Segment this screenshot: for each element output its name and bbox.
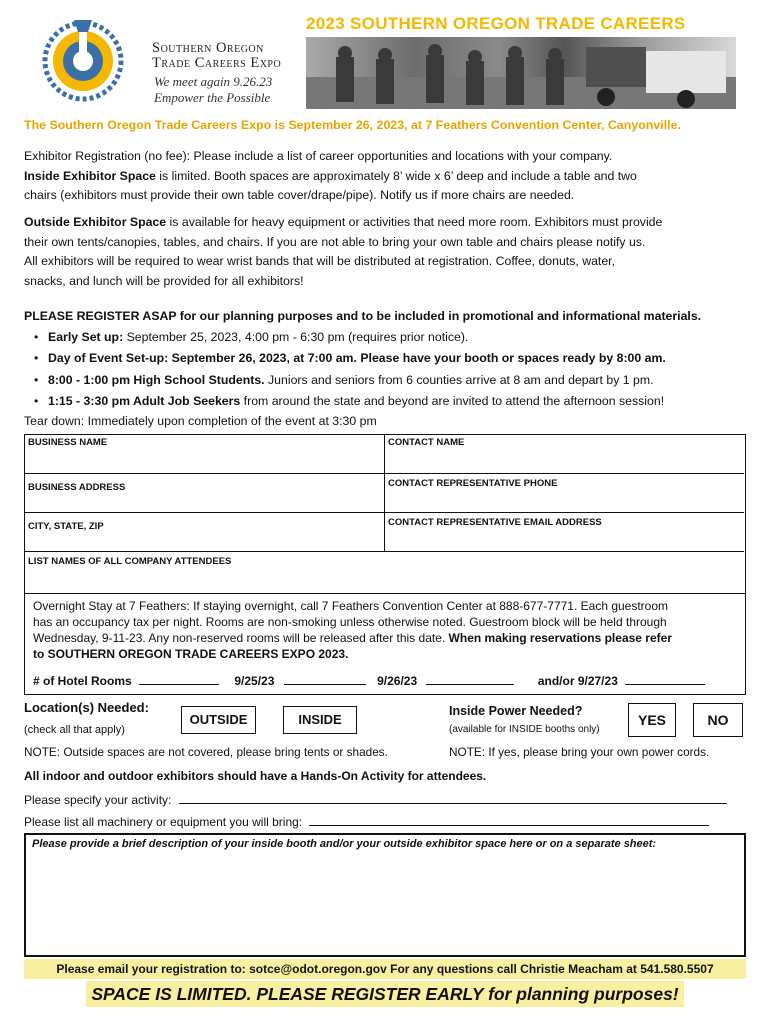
machinery-row: Please list all machinery or equipment you will bring:	[24, 814, 709, 829]
rooms-0925-input[interactable]	[284, 673, 366, 685]
inside-checkbox[interactable]: INSIDE	[283, 706, 357, 734]
rooms-0926-input[interactable]	[426, 673, 514, 685]
power-note: NOTE: If yes, please bring your own power cords.	[449, 745, 710, 759]
contact-name-field[interactable]: CONTACT NAME	[385, 435, 744, 474]
list-item: • Day of Event Set-up: September 26, 2023, at 7:00 am. Please have your booth or spaces ready by 8:00 am.	[24, 348, 746, 370]
hotel-rooms-row: # of Hotel Rooms 9/25/23 9/26/23 and/or 9/27/23	[33, 673, 705, 688]
event-headline: The Southern Oregon Trade Careers Expo is September 26, 2023, at 7 Feathers Convention Center, Canyonville.	[24, 118, 681, 132]
activity-row: Please specify your activity:	[24, 792, 727, 807]
hotel-section	[24, 594, 746, 695]
outside-checkbox[interactable]: OUTSIDE	[181, 706, 256, 734]
org-name-line1: Southern Oregon	[152, 40, 264, 56]
machinery-input[interactable]	[309, 814, 709, 826]
activity-input[interactable]	[179, 792, 727, 804]
description-label: Please provide a brief description of your inside booth and/or your outside exhibitor space here or on a separate sheet:	[32, 838, 657, 850]
power-no-checkbox[interactable]: NO	[693, 703, 743, 737]
rooms-0927-input[interactable]	[625, 673, 705, 685]
schedule-list	[24, 327, 746, 413]
business-address-field[interactable]: BUSINESS ADDRESS	[25, 474, 385, 513]
city-state-zip-field[interactable]: CITY, STATE, ZIP	[25, 513, 385, 552]
hands-on-notice: All indoor and outdoor exhibitors should have a Hands-On Activity for attendees.	[24, 769, 487, 783]
teardown-text: Tear down: Immediately upon completion of the event at 3:30 pm	[24, 414, 377, 428]
gear-icon	[45, 20, 121, 99]
expo-logo	[28, 14, 143, 106]
power-title: Inside Power Needed?	[449, 704, 583, 718]
tagline-slogan: Empower the Possible	[154, 90, 271, 105]
list-item: • Early Set up: September 25, 2023, 4:00 pm - 6:30 pm (requires prior notice).	[24, 327, 746, 349]
power-subtitle: (available for INSIDE booths only)	[449, 724, 600, 735]
exhibitor-registration-text: Exhibitor Registration (no fee): Please include a list of career opportunities and locations with your company. Inside Exhibitor Space is limited. Booth spaces are approximately 8’ wide x 6’ deep and include a table and two chairs (exhibitors must provide their own table cover/drape/pipe). Notify us if more chairs are needed.	[24, 149, 637, 202]
rooms-count-input[interactable]	[139, 673, 219, 685]
org-name-line2: Trade Careers Expo	[152, 55, 282, 71]
banner-title: 2023 SOUTHERN OREGON TRADE CAREERS	[306, 14, 686, 33]
register-section: PLEASE REGISTER ASAP for our planning purposes and to be included in promotional and informational materials. • Early Set up: September 25, 2023, 4:00 pm - 6:30 pm (requires prior notice). • Day of Event Set-up: September 26, 2023, at 7:00 am. Please have your booth or spaces ready by 8:00 am. • 8:00 - 1:00 pm High School Students. Juniors and seniors from 6 counties arrive at 8 am and depart by 1 pm. • 1:15 - 3:30 pm Adult Job Seekers from around the state and beyond are invited to attend the afternoon session!	[24, 307, 746, 413]
location-subtitle: (check all that apply)	[24, 724, 125, 736]
attendees-field[interactable]: LIST NAMES OF ALL COMPANY ATTENDEES	[28, 556, 232, 567]
hotel-info: Overnight Stay at 7 Feathers: If staying overnight, call 7 Feathers Convention Center at 888-677-7771. Each guestroom has an occupancy tax per night. Rooms are non-smoking unless otherwise noted. Guestroom block will be held through Wednesday, 9-11-23. Any non-reserved rooms will be released after this date. When making reservations please refer to SOUTHERN OREGON TRADE CAREERS EXPO 2023.	[33, 599, 672, 661]
space-limited-banner: SPACE IS LIMITED. PLEASE REGISTER EARLY for planning purposes!	[86, 981, 684, 1007]
outside-note: NOTE: Outside spaces are not covered, please bring tents or shades.	[24, 745, 388, 759]
team-photo	[306, 37, 736, 109]
email-instructions: Please email your registration to: sotce@odot.oregon.gov For any questions call Christie Meacham at 541.580.5507	[24, 959, 746, 979]
business-name-field[interactable]: BUSINESS NAME	[25, 435, 385, 474]
list-item: • 8:00 - 1:00 pm High School Students. Juniors and seniors from 6 counties arrive at 8 am and depart by 1 pm.	[24, 370, 746, 392]
contact-phone-field[interactable]: CONTACT REPRESENTATIVE PHONE	[385, 474, 744, 513]
location-title: Location(s) Needed:	[24, 700, 149, 715]
contact-email-field[interactable]: CONTACT REPRESENTATIVE EMAIL ADDRESS	[385, 513, 744, 552]
description-textarea[interactable]	[24, 833, 746, 957]
outside-space-text: Outside Exhibitor Space is available for heavy equipment or activities that need more room. Exhibitors must provide their own tents/canopies, tables, and chairs. If you are not able to bring your own table and chairs please notify us. All exhibitors will be required to wear wrist bands that will be distributed at registration. Coffee, donuts, water, snacks, and lunch will be provided for all exhibitors!	[24, 215, 663, 288]
power-yes-checkbox[interactable]: YES	[628, 703, 676, 737]
list-item: • 1:15 - 3:30 pm Adult Job Seekers from around the state and beyond are invited to attend the afternoon session!	[24, 391, 746, 413]
contact-form	[24, 434, 746, 594]
tagline-date: We meet again 9.26.23	[154, 74, 273, 89]
